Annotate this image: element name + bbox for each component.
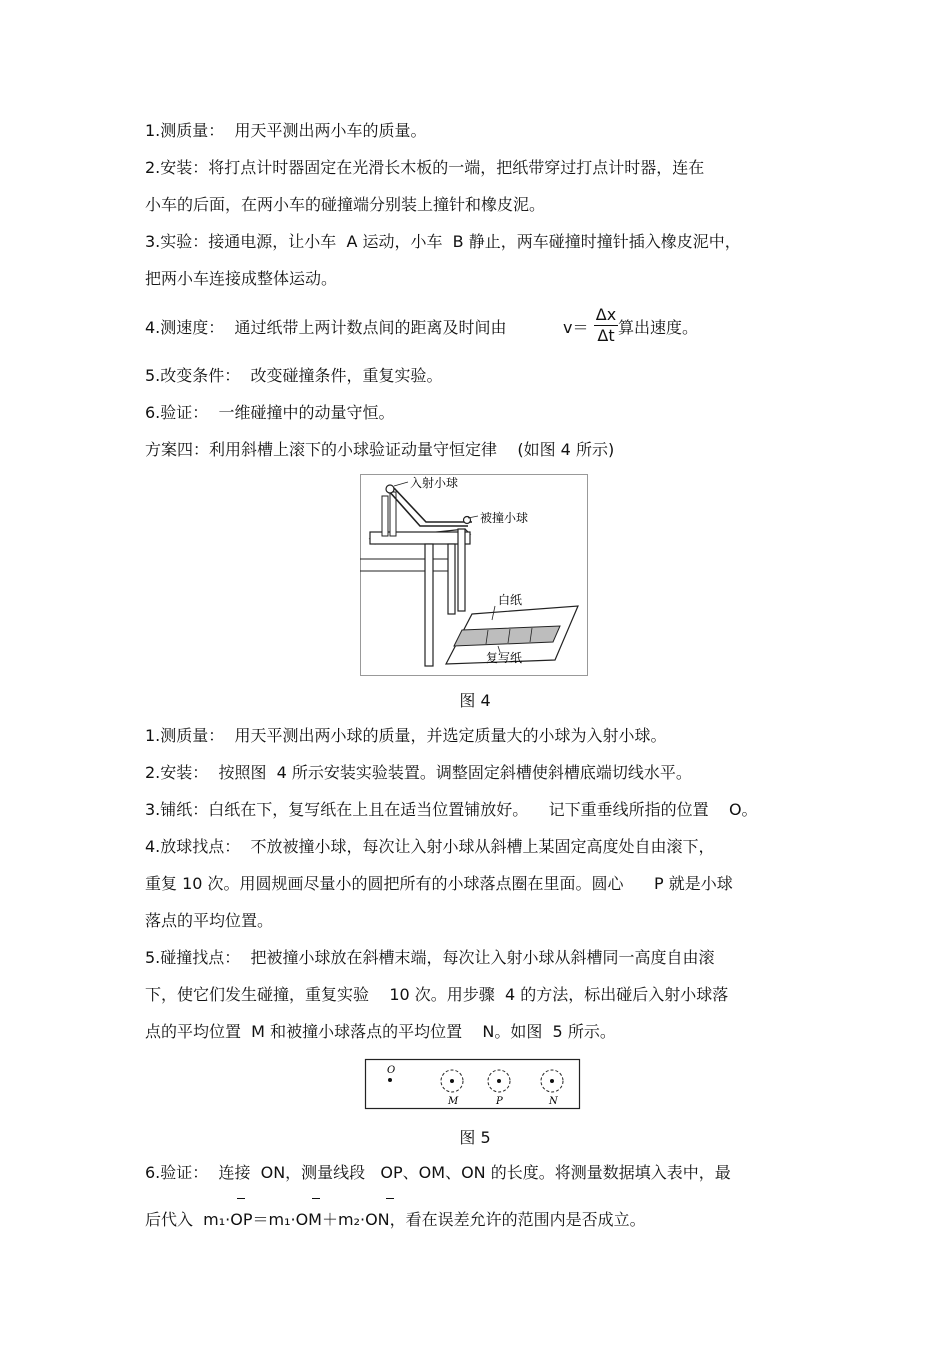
ball-step-6-line1: 6.验证： 连接 ON，测量线段 OP、OM、ON 的长度。将测量数据填入表中，最 bbox=[145, 1163, 731, 1182]
ball-step-4-line2: 重复 10 次。用圆规画尽量小的圆把所有的小球落点圈在里面。圆心 P 就是小球 bbox=[145, 874, 733, 893]
figure-4-caption: 图 4 bbox=[459, 691, 491, 710]
ball-step-5-line3: 点的平均位置 M 和被撞小球落点的平均位置 N。如图 5 所示。 bbox=[145, 1022, 616, 1041]
fraction-denominator: Δt bbox=[597, 326, 615, 345]
point-N bbox=[550, 1079, 554, 1083]
chute-stand bbox=[382, 496, 388, 536]
point-P bbox=[497, 1079, 501, 1083]
speed-formula-fraction bbox=[594, 306, 618, 345]
white-paper-label: 白纸 bbox=[498, 593, 523, 607]
step-1-mass-carts: 1.测质量： 用天平测出两小车的质量。 bbox=[145, 121, 427, 140]
step-4-speed: 4.测速度： 通过纸带上两计数点间的距离及时间由 bbox=[145, 318, 507, 337]
step-2-install-line1: 2.安装：将打点计时器固定在光滑长木板的一端，把纸带穿过打点计时器，连在 bbox=[145, 158, 705, 177]
ball-step-6-line2: 后代入 m₁·OP＝m₁·OM＋m₂·ON，看在误差允许的范围内是否成立。 bbox=[145, 1210, 646, 1229]
incident-ball bbox=[386, 485, 394, 493]
speed-formula-lhs: v＝ bbox=[563, 318, 589, 337]
ball-step-4-line1: 4.放球找点： 不放被撞小球，每次让入射小球从斜槽上某固定高度处自由滚下， bbox=[145, 837, 715, 856]
step-6-verify: 6.验证： 一维碰撞中的动量守恒。 bbox=[145, 403, 395, 422]
ball-step-5-line1: 5.碰撞找点： 把被撞小球放在斜槽末端，每次让入射小球从斜槽同一高度自由滚 bbox=[145, 948, 715, 967]
ball-step-2-install: 2.安装： 按照图 4 所示安装实验装置。调整固定斜槽使斜槽底端切线水平。 bbox=[145, 763, 692, 782]
overline-ON bbox=[386, 1198, 394, 1199]
table-leg-back bbox=[448, 544, 455, 614]
overline-OP bbox=[237, 1198, 245, 1199]
overline-OM bbox=[312, 1198, 320, 1199]
incident-ball-label: 入射小球 bbox=[410, 476, 459, 490]
figure-4-apparatus bbox=[360, 474, 588, 676]
label-M: M bbox=[448, 1096, 459, 1107]
table-leg-front bbox=[425, 544, 433, 666]
ball-step-3-paper: 3.铺纸：白纸在下，复写纸在上且在适当位置铺放好。 记下重垂线所指的位置 O。 bbox=[145, 800, 758, 819]
figure-5-landing-points bbox=[364, 1058, 581, 1110]
label-P: P bbox=[496, 1096, 503, 1107]
carbon-paper-label: 复写纸 bbox=[486, 651, 523, 665]
incident-label-leader bbox=[394, 482, 408, 486]
step-3-experiment-line1: 3.实验：接通电源，让小车 A 运动，小车 B 静止，两车碰撞时撞针插入橡皮泥中， bbox=[145, 232, 741, 251]
fraction-numerator: Δx bbox=[595, 305, 617, 324]
step-2-install-line2: 小车的后面，在两小车的碰撞端分别装上撞针和橡皮泥。 bbox=[145, 195, 546, 214]
step-3-experiment-line2: 把两小车连接成整体运动。 bbox=[145, 269, 338, 288]
speed-formula-suffix: 算出速度。 bbox=[618, 318, 699, 337]
point-O bbox=[388, 1078, 392, 1082]
inclined-chute-rail bbox=[394, 488, 472, 522]
label-O: O bbox=[387, 1065, 396, 1076]
ball-step-4-line3: 落点的平均位置。 bbox=[145, 911, 274, 930]
target-ball-label: 被撞小球 bbox=[480, 511, 529, 525]
figure-5-caption: 图 5 bbox=[459, 1128, 491, 1147]
plumb-post bbox=[458, 529, 465, 611]
ball-step-1-mass: 1.测质量： 用天平测出两小球的质量，并选定质量大的小球为入射小球。 bbox=[145, 726, 667, 745]
label-N: N bbox=[549, 1096, 558, 1107]
point-M bbox=[450, 1079, 454, 1083]
ball-step-5-line2: 下，使它们发生碰撞，重复实验 10 次。用步骤 4 的方法，标出碰后入射小球落 bbox=[145, 985, 729, 1004]
plan-4-title: 方案四：利用斜槽上滚下的小球验证动量守恒定律 (如图 4 所示) bbox=[145, 440, 615, 459]
step-5-change-conditions: 5.改变条件： 改变碰撞条件，重复实验。 bbox=[145, 366, 443, 385]
figure-5-paper bbox=[366, 1060, 580, 1109]
